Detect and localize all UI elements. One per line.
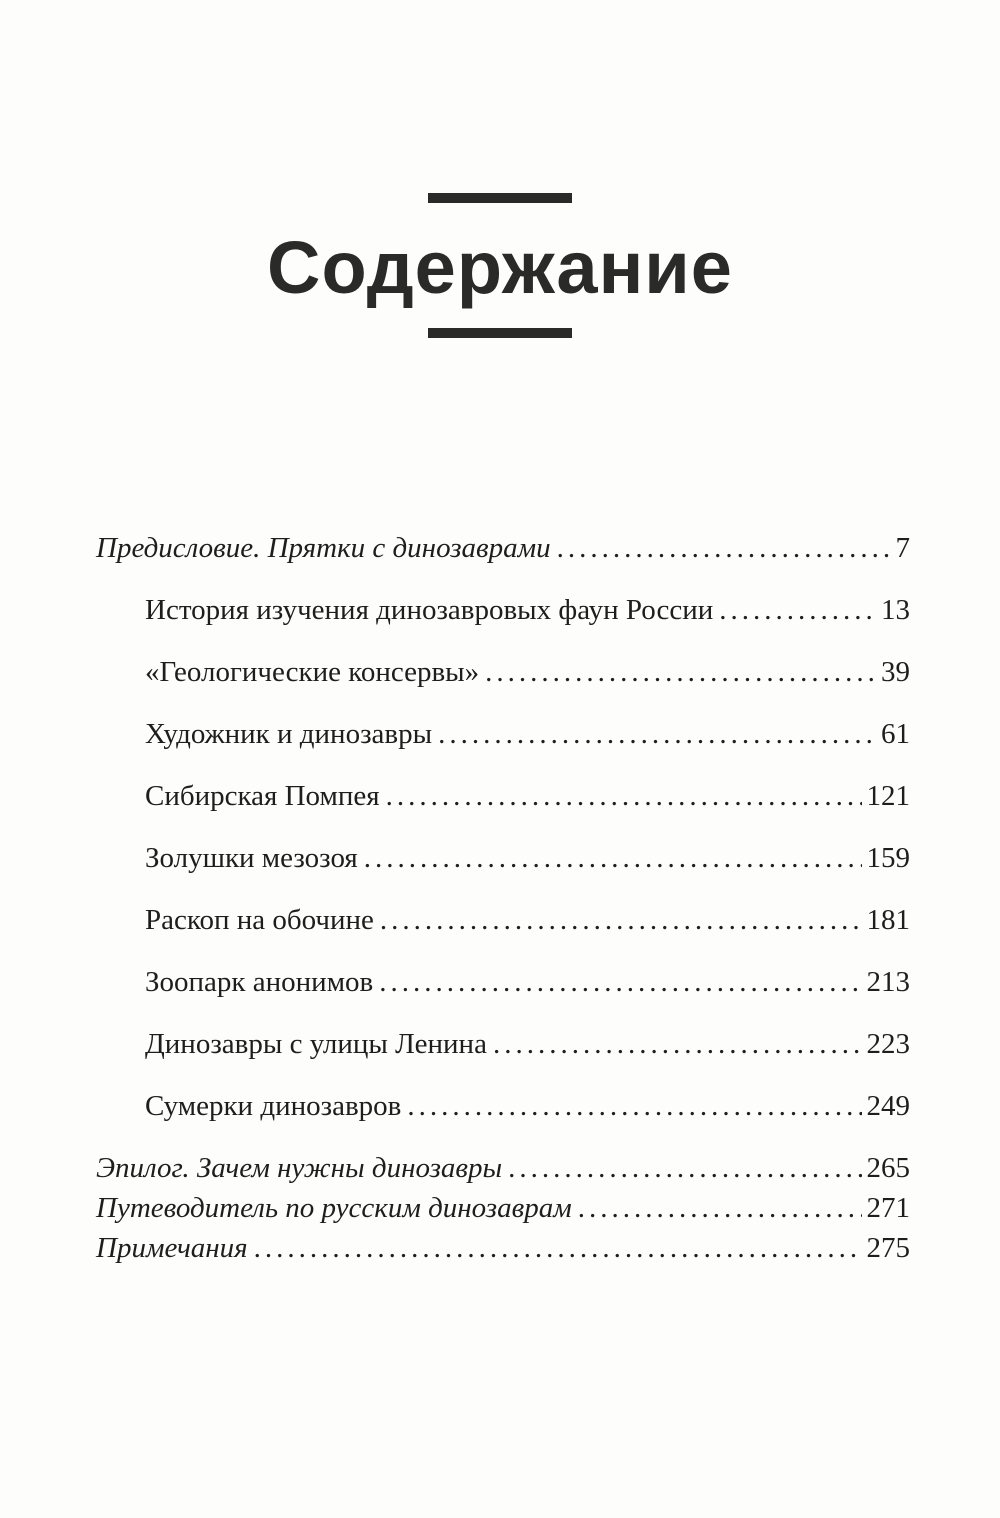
title-divider-top [428,193,572,203]
dot-leader [578,1190,862,1226]
toc-entry [96,1190,910,1226]
dot-leader [485,654,876,690]
toc-entry-page-number: 265 [866,1152,910,1184]
dot-leader [386,778,862,814]
toc-entry-page-number: 121 [866,780,910,812]
toc-entry [96,716,910,752]
toc-entry [96,530,910,566]
toc-entry [96,1230,910,1266]
toc-entry-label: Сумерки динозавров [145,1090,402,1122]
toc-entry-page-number: 249 [866,1090,910,1122]
dot-leader [407,1088,861,1124]
toc-entry-label: Предисловие. Прятки с динозаврами [96,532,551,564]
dot-leader [254,1230,862,1266]
toc-entry-page-number: 7 [895,532,910,564]
toc-entry-page-number: 181 [866,904,910,936]
contents-header [0,193,1000,338]
toc-entry-label: Раскоп на обочине [145,904,374,936]
toc-entry [96,840,910,876]
toc-entry [96,778,910,814]
toc-entry [96,902,910,938]
toc-entry [96,964,910,1000]
toc-entry-page-number: 271 [866,1192,910,1224]
toc-entry-label: Золушки мезозоя [145,842,358,874]
toc-entry-label: Зоопарк анонимов [145,966,374,998]
dot-leader [364,840,862,876]
dot-leader [438,716,876,752]
toc-entry [96,1026,910,1062]
toc-entry-label: Примечания [96,1232,248,1264]
toc-entry-page-number: 61 [881,718,910,750]
toc-entry-page-number: 39 [881,656,910,688]
dot-leader [508,1150,861,1186]
dot-leader [493,1026,862,1062]
toc-entry-page-number: 213 [866,966,910,998]
dot-leader [719,592,876,628]
toc-entry [96,592,910,628]
toc-entry [96,1150,910,1186]
toc-entry-page-number: 223 [866,1028,910,1060]
toc-entry-page-number: 13 [881,594,910,626]
table-of-contents [96,530,910,1270]
title-divider-bottom [428,328,572,338]
dot-leader [380,902,862,938]
dot-leader [379,964,861,1000]
toc-entry [96,1088,910,1124]
toc-entry-label: Художник и динозавры [145,718,433,750]
toc-entry-label: Эпилог. Зачем нужны динозавры [96,1152,503,1184]
toc-entry-page-number: 275 [866,1232,910,1264]
toc-entry-label: Динозавры с улицы Ленина [145,1028,487,1060]
dot-leader [557,530,891,566]
page-title: Содержание [267,226,733,309]
toc-entry-page-number: 159 [866,842,910,874]
toc-entry-label: Путеводитель по русским динозаврам [96,1192,572,1224]
toc-entry-label: «Геологические консервы» [145,656,480,688]
toc-entry [96,654,910,690]
toc-entry-label: История изучения динозавровых фаун России [145,594,714,626]
toc-entry-label: Сибирская Помпея [145,780,380,812]
